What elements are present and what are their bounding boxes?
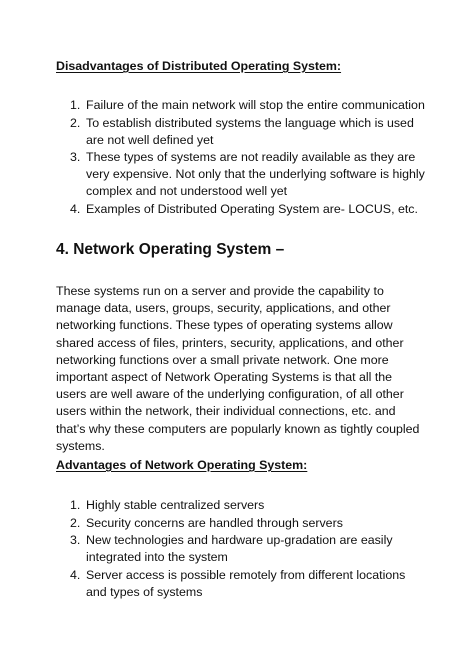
list-item	[56, 201, 426, 218]
list-item-number: 1.	[70, 98, 81, 112]
list-item	[56, 115, 426, 149]
list-item-text: Failure of the main network will stop the entire communication	[86, 98, 425, 112]
list-item	[56, 532, 426, 566]
list-item	[56, 149, 426, 200]
list-item-number: 2.	[70, 515, 81, 530]
list-item-text: Examples of Distributed Operating System are- LOCUS, etc.	[86, 201, 418, 216]
list-item-text: To establish distributed systems the language which is used are not well defined yet	[86, 115, 414, 147]
disadvantages-list	[56, 97, 426, 218]
list-item-text: Highly stable centralized servers	[86, 498, 265, 512]
list-item-text: Security concerns are handled through servers	[86, 515, 343, 530]
network-os-title: 4. Network Operating System –	[56, 241, 285, 258]
list-item	[56, 497, 426, 514]
list-item	[56, 515, 426, 532]
list-item-text: These types of systems are not readily available as they are very expensive. Not only that the underlying software is highly complex and not understood well yet	[86, 150, 425, 198]
list-item-number: 4.	[70, 201, 81, 216]
list-item-text: Server access is possible remotely from different locations and types of systems	[86, 567, 406, 599]
list-item	[56, 567, 426, 601]
list-item-number: 2.	[70, 115, 81, 130]
list-item	[56, 97, 426, 114]
network-os-paragraph: These systems run on a server and provide the capability to manage data, users, groups, security, applications, and other networking functions. These types of operating systems allow shared access of files, printers, security, applications, and other networking functions over a small private network. One more important aspect of Network Operating Systems is that all the users are well aware of the underlying configuration, of all other users within the network, their individual connections, etc. and that’s why these computers are popularly known as tightly coupled systems.	[56, 284, 420, 453]
list-item-number: 3.	[70, 533, 81, 547]
disadvantages-heading: Disadvantages of Distributed Operating System:	[56, 59, 342, 73]
advantages-list	[56, 497, 426, 601]
list-item-number: 3.	[70, 150, 81, 164]
list-item-number: 1.	[70, 498, 81, 512]
list-item-text: New technologies and hardware up-gradation are easily integrated into the system	[86, 533, 393, 564]
list-item-number: 4.	[70, 567, 81, 582]
advantages-heading: Advantages of Network Operating System:	[56, 458, 308, 472]
